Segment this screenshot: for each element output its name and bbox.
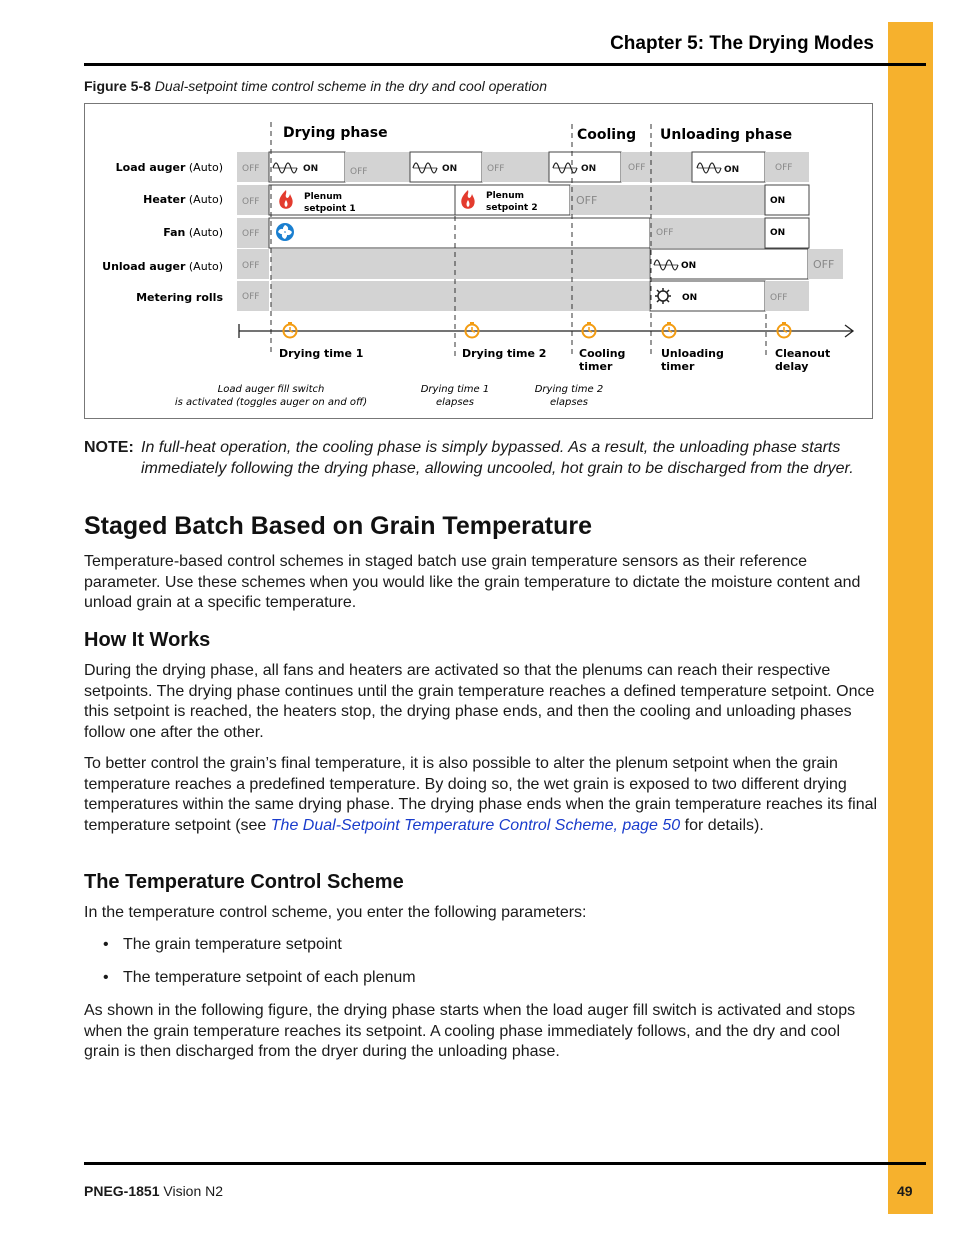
state-off: OFF: [242, 292, 260, 302]
event-drying-time-2: Drying time 2 elapses: [534, 384, 604, 408]
note: [84, 438, 874, 479]
temperature-scheme-heading: The Temperature Control Scheme: [84, 871, 404, 893]
figure-label: Figure 5-8: [84, 78, 151, 94]
cross-reference-link[interactable]: The Dual-Setpoint Temperature Control Scheme, page 50: [270, 816, 681, 834]
timer-cooling: Cooling timer: [579, 347, 626, 373]
timing-diagram-svg: [85, 104, 874, 420]
state-off: OFF: [242, 261, 260, 271]
chapter-title: Chapter 5: The Drying Modes: [610, 33, 874, 54]
list-item: • The temperature setpoint of each plenum: [103, 969, 416, 986]
timer-icon: [663, 323, 676, 338]
state-off: OFF: [242, 229, 260, 239]
state-on: ON: [682, 293, 698, 303]
state-off: OFF: [813, 258, 835, 271]
timer-drying-1: Drying time 1: [279, 347, 364, 360]
time-axis: [239, 324, 853, 338]
state-off: OFF: [656, 228, 674, 238]
state-off: OFF: [487, 164, 505, 174]
timer-unloading: Unloading timer: [661, 347, 724, 373]
note-text: In full-heat operation, the cooling phase is simply bypassed. As a result, the unloading phase starts immediately following the drying phase, allowing uncooled, hot grain to be discharged from the dryer.: [141, 439, 854, 477]
note-label: NOTE:: [84, 439, 134, 456]
state-on: ON: [724, 165, 740, 175]
state-on: ON: [770, 228, 786, 238]
figure-caption: [84, 78, 547, 94]
header-rule: [84, 63, 926, 66]
phase-cooling-label: Cooling: [577, 127, 637, 143]
state-off: OFF: [775, 163, 793, 173]
row-label-unload-auger: Unload auger (Auto): [102, 260, 223, 273]
how-it-works-paragraph-1: During the drying phase, all fans and heaters are activated so that the plenums can reach their respective setpoints. The drying phase continues until the grain temperature reaches a defined temperature setpoint. Once this setpoint is reached, the heaters stop, the drying phase ends, and then the cooling and unloading phases follow one after the other.: [84, 662, 875, 741]
page-number: 49: [897, 1183, 913, 1199]
footer-rule: [84, 1162, 926, 1165]
timer-cleanout: Cleanout delay: [775, 347, 831, 373]
timer-drying-2: Drying time 2: [462, 347, 547, 360]
section-title: Staged Batch Based on Grain Temperature: [84, 512, 592, 540]
state-off: OFF: [576, 194, 598, 207]
event-fill-switch: Load auger fill switch is activated (toggles auger on and off): [174, 384, 368, 408]
state-on: ON: [681, 261, 697, 271]
temperature-scheme-intro: In the temperature control scheme, you enter the following parameters:: [84, 904, 587, 921]
timing-diagram: [84, 103, 873, 419]
row-fan: [237, 218, 809, 248]
timer-icon: [583, 323, 596, 338]
timer-icon: [284, 323, 297, 338]
state-off: OFF: [242, 197, 260, 207]
how-it-works-heading: How It Works: [84, 629, 211, 651]
phase-unloading-label: Unloading phase: [660, 127, 793, 143]
phase-drying-label: Drying phase: [283, 125, 388, 141]
row-label-load-auger: Load auger (Auto): [115, 161, 223, 174]
chapter-side-tab: [888, 22, 933, 1214]
figure-caption-text: Dual-setpoint time control scheme in the dry and cool operation: [154, 78, 548, 94]
timer-icon: [466, 323, 479, 338]
state-off: OFF: [628, 163, 646, 173]
timer-icon: [778, 323, 791, 338]
state-on: ON: [770, 196, 786, 206]
fan-icon: [276, 223, 294, 241]
row-label-metering-rolls: Metering rolls: [136, 291, 223, 304]
plenum-setpoint-1: Plenum setpoint 1: [304, 192, 356, 214]
state-off: OFF: [242, 164, 260, 174]
row-label-heater: Heater (Auto): [143, 193, 223, 206]
state-on: ON: [442, 164, 458, 174]
state-on: ON: [303, 164, 319, 174]
state-on: ON: [581, 164, 597, 174]
how-it-works-paragraph-2: To better control the grain’s final temperature, it is also possible to alter the plenum setpoint when the grain temperature reaches a predefined temperature. By doing so, the wet grain is exposed to two different drying temperatures within the same drying phase. The drying phase ends when the grain temperature reaches its final temperature setpoint (see The Dual-Setpoint Temperature Control Scheme, page 50 for details).: [84, 755, 878, 834]
temperature-scheme-paragraph: As shown in the following figure, the drying phase starts when the load auger fill switch is activated and stops when the grain temperature reaches its setpoint. A cooling phase immediately follows, and the dry and cool grain is then discharged from the dryer during the unloading phase.: [84, 1002, 856, 1060]
event-drying-time-1: Drying time 1 elapses: [420, 384, 490, 408]
row-label-fan: Fan (Auto): [163, 226, 223, 239]
section-intro: Temperature-based control schemes in staged batch use grain temperature sensors as their reference parameter. Use these schemes when you would like the grain temperature to dictate the moisture content and unload grain at a specific temperature.: [84, 553, 861, 611]
state-off: OFF: [350, 167, 368, 177]
row-unload-auger: [237, 249, 843, 279]
row-metering-rolls: [237, 281, 809, 311]
plenum-setpoint-2: Plenum setpoint 2: [486, 191, 538, 213]
state-off: OFF: [770, 293, 788, 303]
footer-doc: PNEG-1851 Vision N2: [84, 1183, 224, 1199]
list-item: • The grain temperature setpoint: [103, 936, 342, 953]
